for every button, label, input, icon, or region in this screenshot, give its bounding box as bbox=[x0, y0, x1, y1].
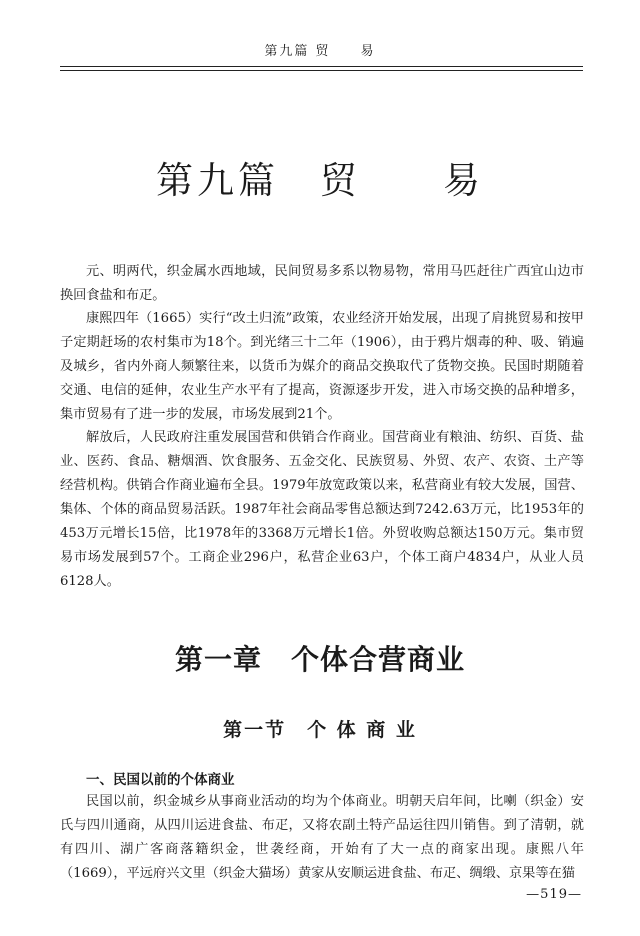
subsection-title: 一、民国以前的个体商业 bbox=[86, 772, 235, 788]
running-header: 第九篇 贸 易 bbox=[264, 44, 376, 59]
chapter-title: 第一章 个体合营商业 bbox=[174, 643, 465, 676]
intro-paragraph-2: 康熙四年（1665）实行“改土归流”政策，农业经济开始发展，出现了肩挑贸易和按甲子定期赶场的农村集市为18个。到光绪三十二年（1906），由于鸦片烟毒的种、吸、销遍及城乡，省内外商人频繁往来，以货币为媒介的商品交换取代了货物交换。民国时期随着交通、电信的延伸，农业生产水平有了提高，资源逐步开发，进入市场交换的品种增多，集市贸易有了进一步的发展，市场发展到21个。 bbox=[60, 311, 584, 422]
page-number: —519— bbox=[526, 887, 582, 902]
intro-paragraph-1: 元、明两代，织金属水西地域，民间贸易多系以物易物，常用马匹赶往广西宜山边市换回食盐和布疋。 bbox=[60, 264, 584, 303]
part-title: 第九篇 贸 易 bbox=[156, 159, 484, 202]
header-rule-bottom bbox=[60, 70, 583, 71]
intro-paragraph-3: 解放后，人民政府注重发展国营和供销合作商业。国营商业有粮油、纺织、百货、盐业、医药、食品、糖烟酒、饮食服务、五金交化、民族贸易、外贸、农产、农资、土产等经营机构。供销合作商业遍布全县。1979年放宽政策以来，私营商业有较大发展，国营、集体、个体的商品贸易活跃。1987年社会商品零售总额达到7242.63万元，比1953年的453万元增长15倍，比1978年的3368万元增长1倍。外贸收购总额达150万元。集市贸易市场发展到57个。工商企业296户，私营企业63户，个体工商户4834户，从业人员6128人。 bbox=[60, 430, 584, 589]
section-title: 第一节 个 体 商 业 bbox=[223, 719, 417, 741]
body-paragraph: 民国以前，织金城乡从事商业活动的均为个体商业。明朝天启年间，比喇（织金）安氏与四川通商，从四川运进食盐、布疋，又将农副土特产品运往四川销售。到了清朝，就有四川、湖广客商落籍织金，世袭经商，开始有了大一点的商家出现。康熙八年（1669），平远府兴文里（织金大猫场）黄家从安顺运进食盐、布疋、绸缎、京果等在猫 bbox=[60, 794, 584, 881]
header-rule-top bbox=[60, 66, 583, 67]
